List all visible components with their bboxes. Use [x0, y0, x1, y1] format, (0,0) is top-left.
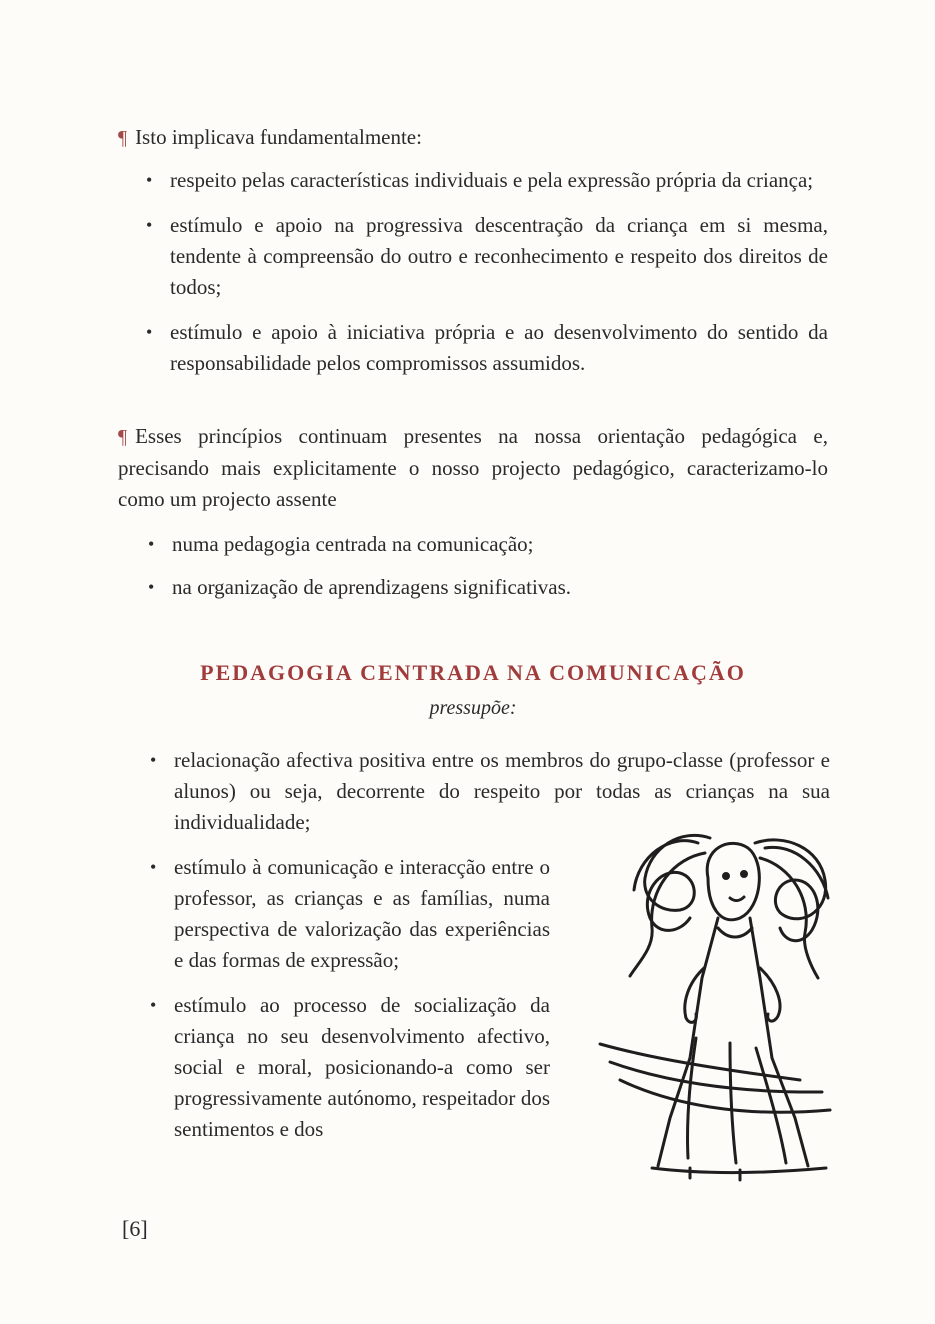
- intro-heading: Isto implicava fundamentalmente:: [135, 125, 422, 149]
- list-item: [146, 572, 828, 603]
- list-item: [144, 165, 828, 196]
- principles-list: [146, 529, 828, 603]
- bullet-icon: •: [150, 750, 157, 770]
- child-drawing-illustration: [590, 818, 850, 1188]
- list-item-text: na organização de aprendizagens significativas.: [172, 575, 572, 599]
- bullet-icon: •: [150, 995, 157, 1015]
- section-subtitle: pressupõe:: [429, 697, 517, 719]
- list-item-text: estímulo ao processo de socialização da criança no seu desenvolvimento afectivo, social e moral, posicionando-a como ser progressivamente autónomo, respeitador dos sentimentos e dos: [174, 993, 550, 1141]
- list-item-text: estímulo à comunicação e interacção entre o professor, as crianças e as famílias, numa perspectiva de valorização das experiências e das formas de expressão;: [174, 855, 550, 972]
- bullet-icon: •: [150, 857, 157, 877]
- page-number: [6]: [122, 1216, 148, 1241]
- intro-list: [144, 165, 828, 379]
- bullet-icon: •: [148, 577, 155, 597]
- list-item: [144, 317, 828, 379]
- list-item-text: numa pedagogia centrada na comunicação;: [172, 532, 534, 556]
- list-item: [148, 990, 550, 1145]
- list-item-text: relacionação afectiva positiva entre os membros do grupo-classe (professor e alunos) ou seja, decorrente do respeito por todas as crianças na sua individualidade;: [174, 748, 830, 834]
- list-item: [144, 210, 828, 303]
- pilcrow-icon: ¶: [118, 127, 128, 149]
- principles-text: Esses princípios continuam presentes na nossa orientação pedagógica e, precisando mais explicitamente o nosso projecto pedagógico, caracterizamo-lo como um projecto assente: [118, 424, 828, 511]
- list-item: [146, 529, 828, 560]
- bullet-icon: •: [146, 215, 153, 235]
- bullet-icon: •: [146, 322, 153, 342]
- pilcrow-icon: ¶: [118, 426, 128, 448]
- list-item: [148, 852, 550, 976]
- section-list-narrow: [148, 852, 550, 1145]
- list-item-text: estímulo e apoio na progressiva descentração da criança em si mesma, tendente à compreensão do outro e reconhecimento e respeito dos direitos de todos;: [170, 213, 828, 299]
- section-title: PEDAGOGIA CENTRADA NA COMUNICAÇÃO: [200, 660, 746, 685]
- list-item-text: respeito pelas características individuais e pela expressão própria da criança;: [170, 168, 814, 192]
- bullet-icon: •: [146, 170, 153, 190]
- bullet-icon: •: [148, 534, 155, 554]
- principles-paragraph: [118, 421, 828, 515]
- intro-paragraph: [118, 122, 828, 154]
- list-item-text: estímulo e apoio à iniciativa própria e ao desenvolvimento do sentido da responsabilidade pelos compromissos assumidos.: [170, 320, 828, 375]
